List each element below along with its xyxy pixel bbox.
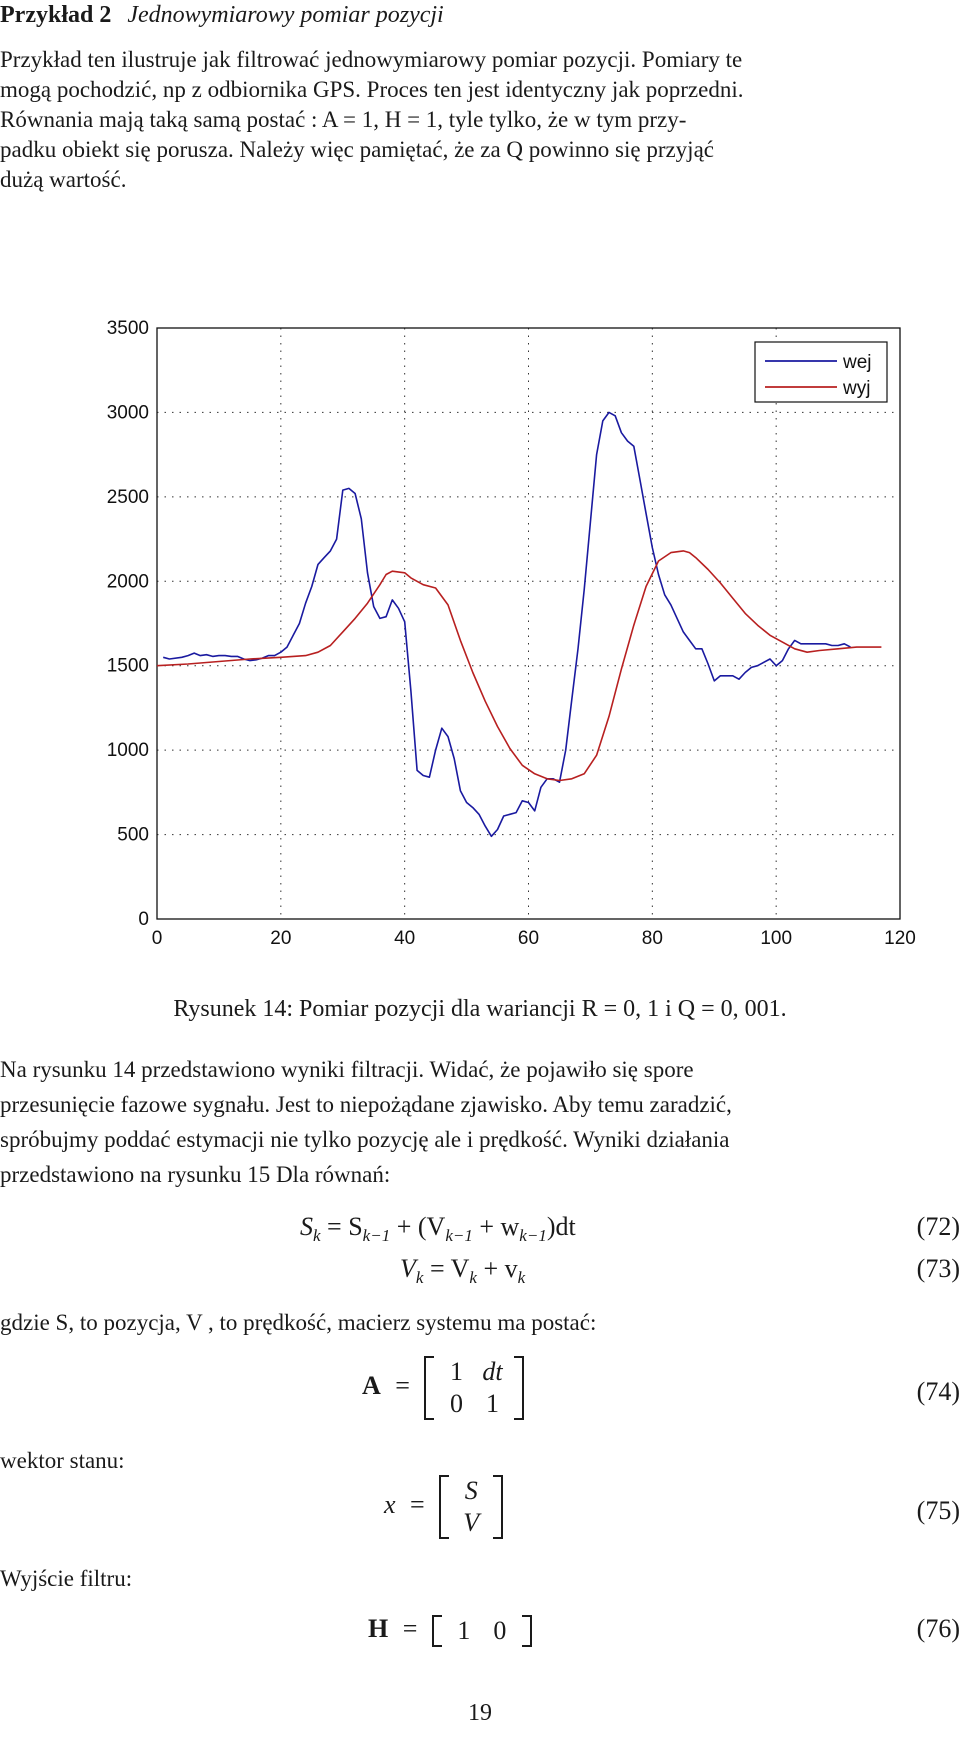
equation-76: H = 1 0 — [368, 1614, 532, 1647]
figure-caption: Rysunek 14: Pomiar pozycji dla wariancji R = 0, 1 i Q = 0, 001. — [173, 996, 787, 1022]
series-line-wej — [163, 412, 850, 836]
equation-number-72: (72) — [916, 1212, 960, 1241]
equation-number-76: (76) — [916, 1614, 960, 1643]
intro-line: mogą pochodzić, np z odbiornika GPS. Proces ten jest identyczny jak poprzedni. — [0, 77, 744, 102]
intro-line: Równania mają taką samą postać : A = 1, H = 1, tyle tylko, że w tym przy- — [0, 107, 687, 132]
y-tick-label: 0 — [138, 909, 149, 930]
y-tick-label: 3000 — [106, 402, 149, 424]
x-tick-label: 120 — [884, 928, 916, 949]
equation-number-75: (75) — [916, 1496, 960, 1525]
filter-output-label: Wyjście filtru: — [0, 1566, 133, 1591]
paragraph-line: spróbujmy poddać estymacji nie tylko pozycję ale i prędkość. Wyniki działania — [0, 1127, 730, 1152]
equation-74: A = 1 dt 0 1 — [362, 1356, 524, 1420]
x-tick-label: 60 — [517, 928, 540, 949]
example-label: Przykład 2 — [0, 2, 112, 28]
y-tick-label: 3500 — [106, 318, 149, 339]
y-tick-label: 500 — [117, 824, 149, 846]
intro-line: dużą wartość. — [0, 167, 127, 192]
example-heading — [0, 0, 444, 30]
paragraph-line: przedstawiono na rysunku 15 Dla równań: — [0, 1162, 391, 1187]
equation-75: x = S V — [384, 1475, 503, 1539]
equation-number-74: (74) — [916, 1377, 960, 1406]
y-tick-label: 2000 — [106, 571, 149, 593]
legend-label-wej: wej — [843, 352, 872, 373]
paragraph-line: przesunięcie fazowe sygnału. Jest to niepożądane zjawisko. Aby temu zaradzić, — [0, 1092, 732, 1117]
equation-73: $V_k = V_k + v_k$ — [400, 1254, 526, 1287]
system-matrix-intro: gdzie S, to pozycja, V , to prędkość, macierz systemu ma postać: — [0, 1310, 597, 1335]
y-tick-label: 1000 — [106, 740, 149, 762]
page-number: 19 — [468, 1700, 492, 1726]
x-tick-label: 20 — [270, 928, 292, 949]
position-chart — [0, 300, 960, 980]
matrix-A: 1 dt 0 1 — [424, 1356, 524, 1420]
state-vector: S V — [439, 1475, 503, 1539]
state-vector-label: wektor stanu: — [0, 1448, 125, 1473]
x-tick-label: 40 — [394, 928, 416, 949]
plot-frame — [157, 328, 900, 919]
y-tick-label: 2500 — [106, 486, 149, 508]
example-title: Jednowymiarowy pomiar pozycji — [127, 2, 444, 28]
paragraph-line: Na rysunku 14 przedstawiono wyniki filtracji. Widać, że pojawiło się spore — [0, 1057, 694, 1082]
x-tick-label: 0 — [151, 928, 163, 949]
equation-72: $S_k = S_{k-1} + (V_{k-1} + w_{k-1})dt$ — [300, 1212, 576, 1245]
y-tick-label: 1500 — [106, 655, 149, 677]
intro-line: padku obiekt się porusza. Należy więc pamiętać, że za Q powinno się przyjąć — [0, 137, 714, 162]
legend-label-wyj: wyj — [843, 378, 871, 399]
x-tick-label: 100 — [760, 928, 793, 949]
matrix-H: 1 0 — [432, 1615, 532, 1647]
equation-number-73: (73) — [916, 1254, 960, 1283]
intro-line: Przykład ten ilustruje jak filtrować jednowymiarowy pomiar pozycji. Pomiary te — [0, 47, 743, 72]
x-tick-label: 80 — [641, 928, 663, 949]
